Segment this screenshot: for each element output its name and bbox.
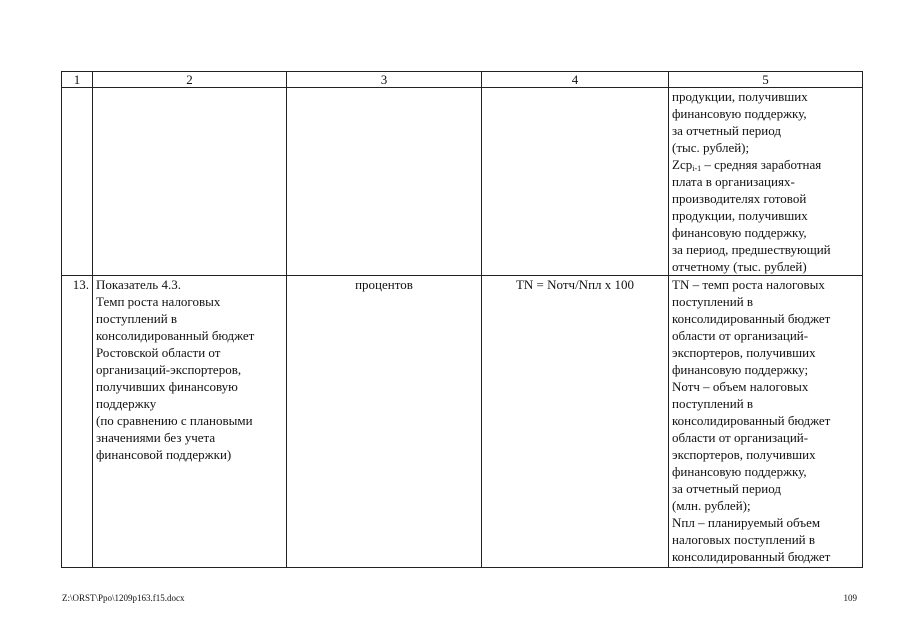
row2-unit: процентов (287, 276, 482, 568)
header-col-3: 3 (287, 72, 482, 88)
page-number: 109 (843, 593, 857, 603)
row2-number: 13. (62, 276, 93, 568)
zcp-symbol: Zcp (672, 157, 693, 172)
row2-description-text: TN – темп роста налоговых поступлений в консолидированный бюджет области от организаций- экспортеров, получивших финансовую поддержку; Nотч – объем налоговых поступлений в консолидированный бюджет области от организаций- экспортеров, получивших финансовую поддержку, за отчетный период (млн. рублей); Nпл – планируемый объем налоговых поступлений в консолидированный бюджет (672, 277, 831, 564)
row2-formula: TN = Nотч/Nпл x 100 (482, 276, 669, 568)
row1-description-part1: продукции, получивших финансовую поддержку, за отчетный период (тыс. рублей); (672, 89, 808, 155)
table-row (62, 276, 863, 568)
zcp-subscript: i-1 (692, 164, 702, 173)
table-header-row (62, 72, 863, 88)
row1-indicator (93, 88, 287, 276)
row2-description (669, 276, 863, 568)
row1-description (669, 88, 863, 276)
row2-indicator (93, 276, 287, 568)
table-row (62, 88, 863, 276)
header-col-4: 4 (482, 72, 669, 88)
row1-unit (287, 88, 482, 276)
file-path: Z:\ORST\Ppo\1209p163.f15.docx (62, 593, 185, 603)
header-col-2: 2 (93, 72, 287, 88)
row2-indicator-text: Показатель 4.3. Темп роста налоговых поступлений в консолидированный бюджет Ростовской области от организаций-экспортеров, получивших финансовую поддержку (по сравнению с плановыми значениями без учета финансовой поддержки) (96, 277, 255, 462)
row1-formula (482, 88, 669, 276)
header-col-1: 1 (62, 72, 93, 88)
indicators-table (61, 71, 863, 568)
header-col-5: 5 (669, 72, 863, 88)
row1-number (62, 88, 93, 276)
row1-description-part2: – средняя заработная плата в организациях- производителях готовой продукции, получивших финансовую поддержку, за период, предшествующий отчетному (тыс. рублей) (672, 157, 831, 274)
